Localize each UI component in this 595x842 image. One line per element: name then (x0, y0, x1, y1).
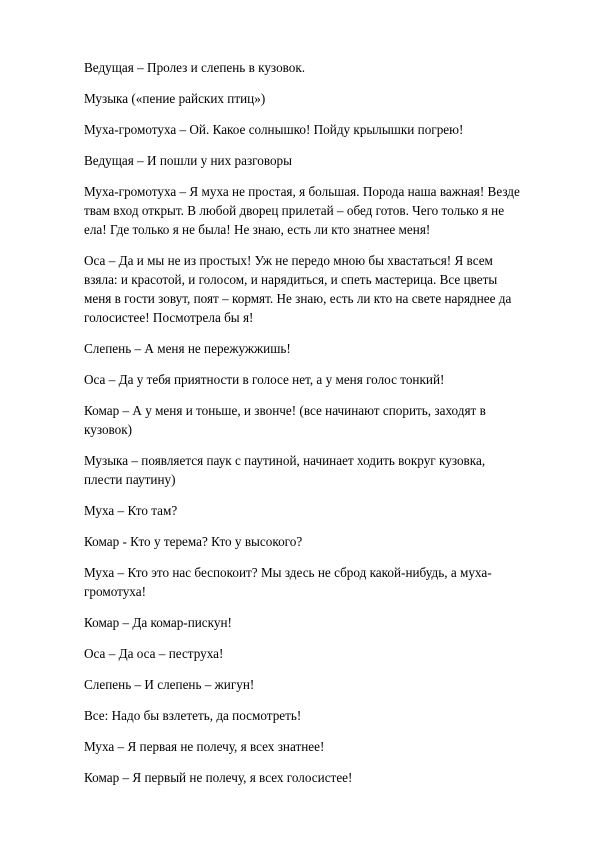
paragraph-7: Слепень – А меня не пережужжишь! (84, 341, 291, 356)
paragraph-2: Музыка («пение райских птиц») (84, 91, 266, 106)
paragraph-3: Муха-громотуха – Ой. Какое солнышко! Пойду крылышки погрею! (84, 122, 464, 137)
paragraph-12: Комар - Кто у терема? Кто у высокого? (84, 534, 303, 549)
paragraph-19: Комар – Я первый не полечу, я всех голосистее! (84, 770, 353, 785)
paragraph-15: Оса – Да оса – пеструха! (84, 646, 224, 661)
paragraph-9: Комар – А у меня и тоньше, и звонче! (все начинают спорить, заходят в кузовок) (84, 403, 486, 437)
paragraph-1: Ведущая – Пролез и слепень в кузовок. (84, 60, 306, 75)
paragraph-10: Музыка – появляется паук с паутиной, начинает ходить вокруг кузовка, плести паутину) (84, 453, 486, 487)
paragraph-4: Ведущая – И пошли у них разговоры (84, 153, 293, 168)
paragraph-16: Слепень – И слепень – жигун! (84, 677, 255, 692)
paragraph-13: Муха – Кто это нас беспокоит? Мы здесь не сброд какой-нибудь, а муха- громотуха! (84, 565, 492, 599)
paragraph-5: Муха-громотуха – Я муха не простая, я большая. Порода наша важная! Везде твам вход открыт. В любой дворец прилетай – обед готов. Чего только я не ела! Где только я не была! Не знаю, есть ли кто знатнее меня! (84, 184, 520, 237)
paragraph-18: Муха – Я первая не полечу, я всех знатнее! (84, 739, 325, 754)
paragraph-8: Оса – Да у тебя приятности в голосе нет, а у меня голос тонкий! (84, 372, 445, 387)
paragraph-14: Комар – Да комар-пискун! (84, 615, 232, 630)
document-body (84, 58, 524, 799)
paragraph-6: Оса – Да и мы не из простых! Уж не передо мною бы хвастаться! Я всем взяла: и красотой, и голосом, и нарядиться, и спеть мастерица. Все цветы меня в гости зовут, поят – кормят. Не знаю, есть ли кто на свете наряднее да голосистее! Посмотрела бы я! (84, 253, 512, 325)
paragraph-11: Муха – Кто там? (84, 503, 178, 518)
paragraph-17: Все: Надо бы взлететь, да посмотреть! (84, 708, 302, 723)
